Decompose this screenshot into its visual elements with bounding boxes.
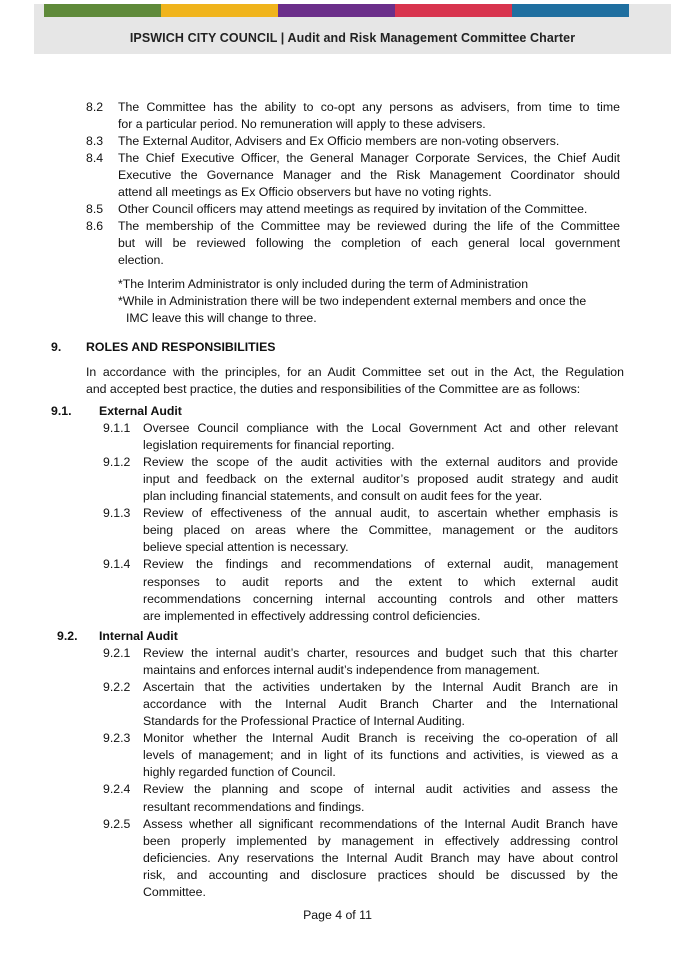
- item-text: Oversee Council compliance with the Local Government Act and other relevant: [143, 421, 618, 436]
- item-text: Review the internal audit’s charter, resources and budget such that this charter: [143, 646, 618, 661]
- item-number: 9.1.3: [103, 506, 131, 521]
- subsection-number: 9.2.: [57, 629, 78, 643]
- clause-text: The External Auditor, Advisers and Ex Officio members are non-voting observers.: [118, 134, 560, 149]
- clause-text: Executive the Governance Manager and the Risk Management Coordinator should: [118, 168, 620, 183]
- item-number: 9.1.1: [103, 421, 131, 436]
- clause-text: Other Council officers may attend meetings as required by invitation of the Committee.: [118, 202, 588, 217]
- item-text: been properly implemented by management in effectively addressing control: [143, 833, 618, 848]
- item-text: Standards for the Professional Practice of Internal Auditing.: [143, 714, 465, 729]
- item-text: legislation requirements for financial reporting.: [143, 438, 395, 453]
- clause-number: 8.6: [86, 219, 104, 234]
- color-segment-green: [44, 4, 161, 17]
- item-text: maintains and enforces internal audit’s independence from management.: [143, 663, 540, 678]
- item-number: 9.2.2: [103, 680, 131, 695]
- note-line: *The Interim Administrator is only included during the term of Administration: [118, 276, 529, 291]
- item-number: 9.2.5: [103, 816, 131, 831]
- item-text: deficiencies. Any reservations the Internal Audit Branch may have about control: [143, 850, 618, 865]
- subsection-title: External Audit: [99, 404, 182, 418]
- clause-text: The membership of the Committee may be reviewed during the life of the Committee: [118, 219, 620, 234]
- item-text: Assess whether all significant recommendations of the Internal Audit Branch have: [143, 816, 618, 831]
- clause-text: The Committee has the ability to co-opt any persons as advisers, from time to time: [118, 100, 620, 114]
- intro-text: and accepted best practice, the duties and responsibilities of the Committee are as follows:: [86, 382, 581, 397]
- clause-number: 8.5: [86, 202, 104, 217]
- clause-number: 8.3: [86, 134, 104, 149]
- item-text: Monitor whether the Internal Audit Branch is receiving the co-operation of all: [143, 731, 618, 746]
- clause-text: attend all meetings as Ex Officio observers but have no voting rights.: [118, 185, 492, 200]
- item-text: Review the findings and recommendations of external audit, management: [143, 557, 618, 572]
- clause-text: The Chief Executive Officer, the General Manager Corporate Services, the Chief Audit: [118, 151, 620, 166]
- item-text: Review of effectiveness of the annual audit, to ascertain whether emphasis is: [143, 506, 618, 521]
- item-text: being placed on areas where the Committee, management or the auditors: [143, 523, 618, 538]
- item-text: recommendations concerning internal accounting controls and other matters: [143, 591, 618, 606]
- subsection-number: 9.1.: [51, 404, 72, 418]
- color-segment-red: [395, 4, 512, 17]
- item-number: 9.2.4: [103, 782, 131, 797]
- item-text: Committee.: [143, 884, 206, 899]
- clause-number: 8.2: [86, 100, 104, 114]
- item-text: Ascertain that the activities undertaken by the Internal Audit Branch are in: [143, 680, 618, 695]
- item-text: resultant recommendations and findings.: [143, 799, 365, 814]
- color-segment-purple: [278, 4, 395, 17]
- page-header: [34, 4, 671, 54]
- header-title: IPSWICH CITY COUNCIL | Audit and Risk Management Committee Charter: [129, 31, 576, 45]
- clause-text: but will be reviewed following the completion of each general local government: [118, 236, 620, 251]
- section-title: ROLES AND RESPONSIBILITIES: [86, 340, 276, 354]
- item-text: accordance with the Internal Audit Branch Charter and the International: [143, 697, 618, 712]
- item-text: input and feedback on the external auditor’s proposed audit strategy and audit: [143, 472, 618, 487]
- color-segment-yellow: [161, 4, 278, 17]
- clause-text: for a particular period. No remuneration will apply to these advisers.: [118, 117, 486, 132]
- item-text: Review the scope of the audit activities with the external auditors and provide: [143, 455, 618, 470]
- item-text: responses to audit reports and the extent to which external audit: [143, 574, 618, 589]
- item-text: levels of management; and in light of its functions and activities, is viewed as a: [143, 748, 618, 763]
- color-segment-blue: [512, 4, 629, 17]
- item-number: 9.1.4: [103, 557, 131, 572]
- page-number: Page 4 of 11: [303, 908, 372, 922]
- intro-text: In accordance with the principles, for an Audit Committee set out in the Act, the Regulation: [86, 365, 624, 379]
- item-text: risk, and accounting and disclosure practices should be discussed by the: [143, 867, 618, 882]
- item-text: Review the planning and scope of internal audit activities and assess the: [143, 782, 618, 797]
- item-number: 9.2.1: [103, 646, 131, 661]
- item-number: 9.2.3: [103, 731, 131, 746]
- note-line: *While in Administration there will be two independent external members and once the: [118, 293, 587, 308]
- item-text: plan including financial statements, and consult on audit fees for the year.: [143, 489, 543, 504]
- item-text: believe special attention is necessary.: [143, 540, 349, 555]
- clause-number: 8.4: [86, 151, 104, 166]
- clause-text: election.: [118, 253, 164, 268]
- header-color-bar: [44, 4, 629, 17]
- item-text: highly regarded function of Council.: [143, 765, 336, 780]
- item-number: 9.1.2: [103, 455, 131, 470]
- section-number: 9.: [51, 340, 62, 354]
- subsection-title: Internal Audit: [99, 629, 178, 643]
- note-line: IMC leave this will change to three.: [126, 310, 317, 325]
- item-text: are implemented in effectively addressing control deficiencies.: [143, 608, 481, 623]
